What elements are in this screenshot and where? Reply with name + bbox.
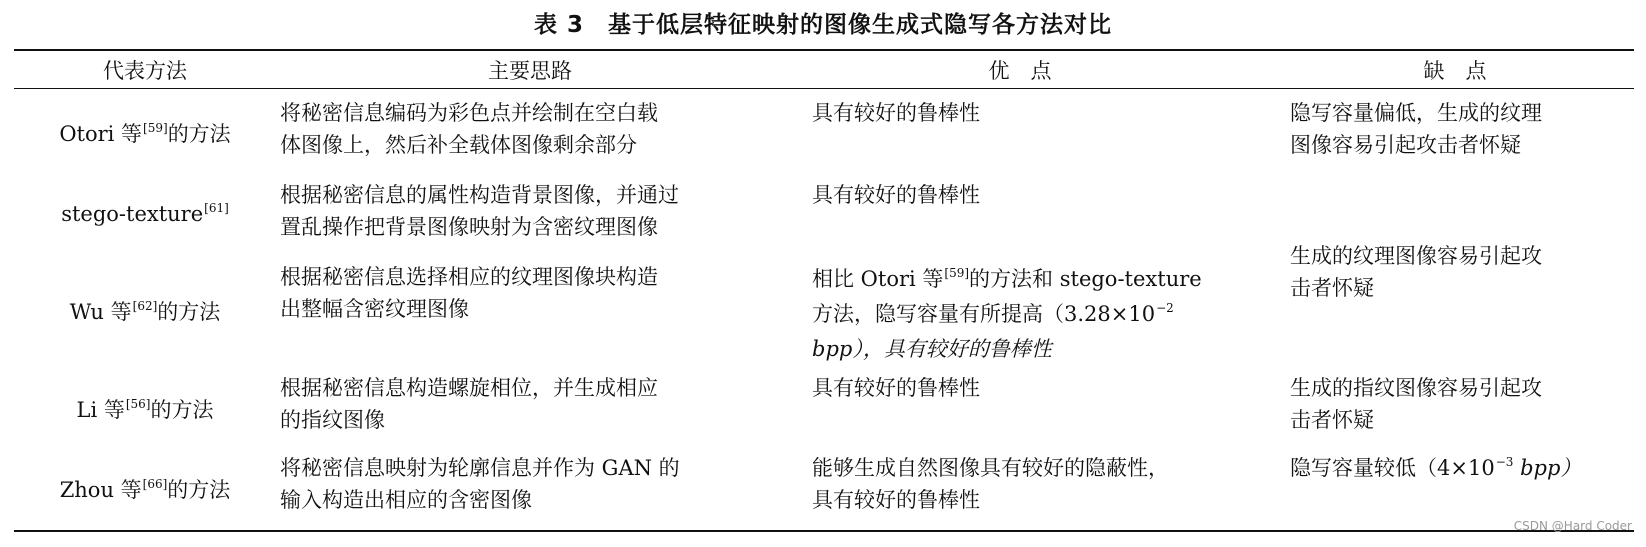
table-row-pros: 具有较好的鲁棒性 xyxy=(812,101,980,125)
table-row-method: Wu 等[62]的方法 xyxy=(69,299,221,324)
top-rule xyxy=(14,49,1634,51)
table-caption: 表 3 基于低层特征映射的图像生成式隐写各方法对比 xyxy=(533,12,1112,38)
table-row-idea: 将秘密信息编码为彩色点并绘制在空白载 体图像上，然后补全载体图像剩余部分 xyxy=(280,101,658,157)
header-idea: 主要思路 xyxy=(488,59,572,83)
header-cons: 缺 点 xyxy=(1423,59,1487,83)
header-method: 代表方法 xyxy=(103,59,187,83)
table-row-idea: 根据秘密信息构造螺旋相位，并生成相应 的指纹图像 xyxy=(280,376,658,432)
table-row-pros: 具有较好的鲁棒性 xyxy=(812,376,980,400)
header-rule xyxy=(14,88,1634,89)
table-row-pros: 相比 Otori 等[59]的方法和 stego-texture 方法，隐写容量有所提高（3.28×10$^{-2}$ bpp），具有较好的鲁棒性 xyxy=(812,266,1202,361)
table-row-cons: 生成的指纹图像容易引起攻 击者怀疑 xyxy=(1290,376,1542,432)
table-row-cons: 隐写容量偏低，生成的纹理 图像容易引起攻击者怀疑 xyxy=(1290,101,1542,157)
bottom-rule xyxy=(14,530,1634,532)
watermark: CSDN @Hard Coder xyxy=(1513,519,1632,533)
table-row-pros: 能够生成自然图像具有较好的隐蔽性， 具有较好的鲁棒性 xyxy=(812,456,1169,512)
header-pros: 优 点 xyxy=(988,59,1052,83)
table-row-method: Otori 等[59]的方法 xyxy=(59,121,231,146)
table-row-cons: 隐写容量较低（4×10$^{-3}$ bpp） xyxy=(1290,455,1582,480)
table-row-cons: 生成的纹理图像容易引起攻 击者怀疑 xyxy=(1290,244,1542,300)
table-row-idea: 将秘密信息映射为轮廓信息并作为 GAN 的 输入构造出相应的含密图像 xyxy=(280,456,680,512)
table-row-pros: 具有较好的鲁棒性 xyxy=(812,183,980,207)
table-row-method: Li 等[56]的方法 xyxy=(76,397,214,422)
table-row-method: stego-texture[61] xyxy=(61,201,229,226)
table-row-method: Zhou 等[66]的方法 xyxy=(59,477,231,502)
table-row-idea: 根据秘密信息的属性构造背景图像，并通过 置乱操作把背景图像映射为含密纹理图像 xyxy=(280,183,679,239)
table-row-idea: 根据秘密信息选择相应的纹理图像块构造 出整幅含密纹理图像 xyxy=(280,265,658,321)
